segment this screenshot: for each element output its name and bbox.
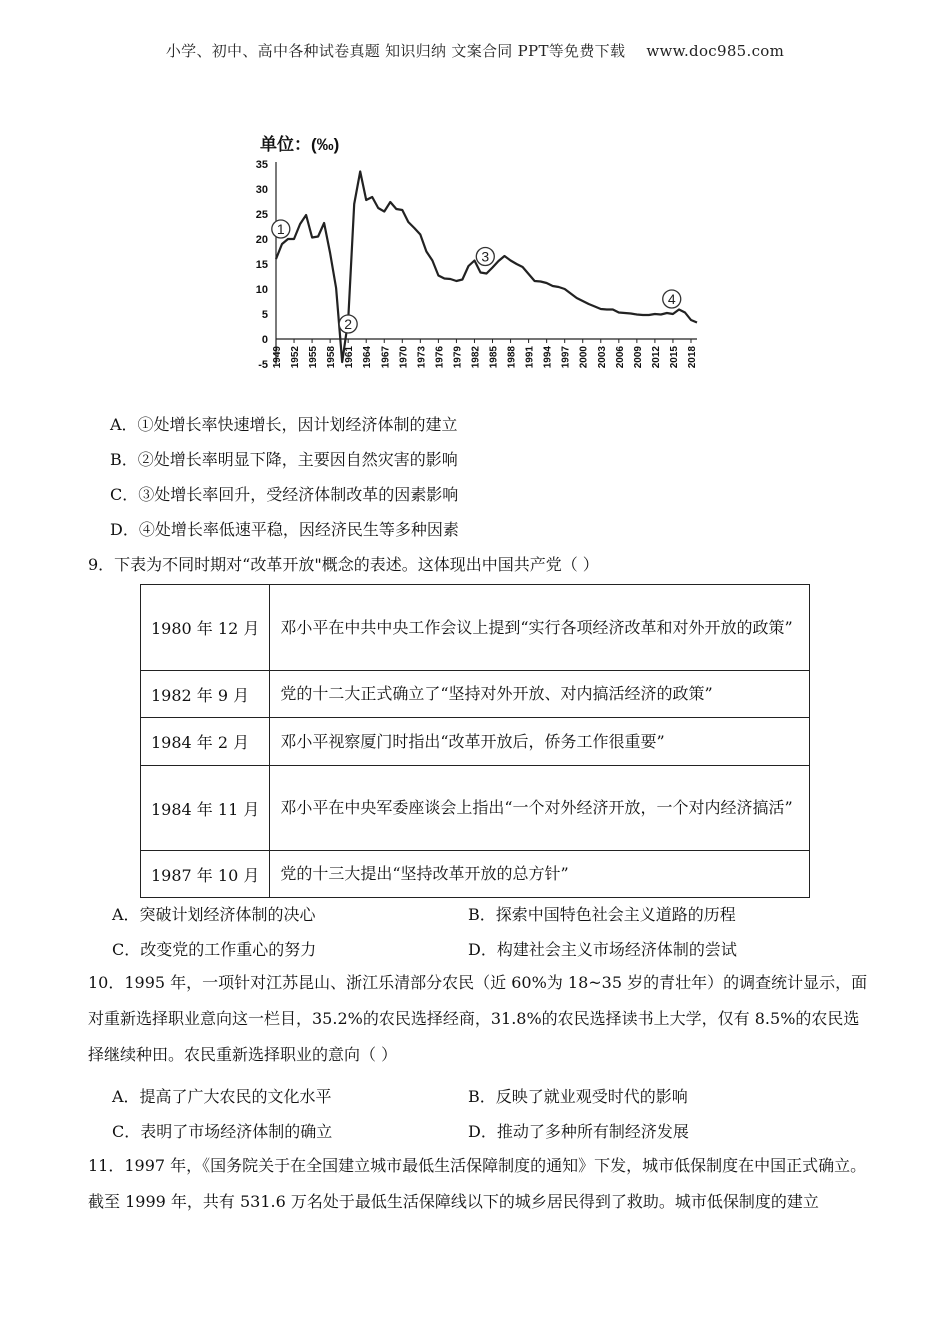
x-tick-label: 1961 xyxy=(344,346,356,369)
marker-1 xyxy=(272,220,290,238)
table-row xyxy=(141,766,810,851)
x-tick-label: 2000 xyxy=(578,346,590,369)
page-header xyxy=(0,40,950,61)
x-tick-label: 1964 xyxy=(362,346,374,369)
q8-option-b[interactable]: B．②处增长率明显下降，主要因自然灾害的影响 xyxy=(110,450,458,469)
header-text: 小学、初中、高中各种试卷真题 知识归纳 文案合同 PPT等免费下载 xyxy=(165,42,626,60)
x-tick-label: 2006 xyxy=(614,346,626,369)
marker-2 xyxy=(339,315,357,333)
q9-option-a[interactable]: A．突破计划经济体制的决心 xyxy=(112,905,316,924)
table-row xyxy=(141,851,810,898)
x-tick-label: 1976 xyxy=(434,346,446,369)
x-tick-label: 2012 xyxy=(650,346,662,369)
row-text: 邓小平视察厦门时指出“改革开放后，侨务工作很重要” xyxy=(270,718,810,766)
x-tick-label: 2018 xyxy=(686,346,698,369)
q8-option-a[interactable]: A．①处增长率快速增长，因计划经济体制的建立 xyxy=(110,415,458,434)
x-tick-label: 1985 xyxy=(488,346,500,369)
row-text: 党的十二大正式确立了“坚持对外开放、对内搞活经济的政策” xyxy=(270,671,810,718)
table-row xyxy=(141,671,810,718)
marker-label: 4 xyxy=(667,291,676,307)
y-tick-label: -5 xyxy=(258,359,268,371)
row-date: 1984 年 2 月 xyxy=(141,718,270,766)
series-line xyxy=(276,172,697,363)
marker-label: 3 xyxy=(481,248,490,265)
y-tick-label: 5 xyxy=(261,309,268,321)
q8-option-d[interactable]: D．④处增长率低速平稳，因经济民生等多种因素 xyxy=(110,520,459,539)
q9-option-b[interactable]: B．探索中国特色社会主义道路的历程 xyxy=(468,905,736,924)
row-date: 1987 年 10 月 xyxy=(141,851,270,898)
x-tick-label: 1952 xyxy=(290,346,302,369)
x-tick-label: 1991 xyxy=(524,346,536,369)
marker-4 xyxy=(663,290,681,308)
marker-label: 2 xyxy=(344,316,353,332)
row-date: 1980 年 12 月 xyxy=(141,585,270,671)
x-tick-label: 1994 xyxy=(542,346,554,369)
row-text: 邓小平在中共中央工作会议上提到“实行各项经济改革和对外开放的政策” xyxy=(270,585,810,671)
x-tick-label: 1997 xyxy=(560,346,572,369)
x-tick-label: 1967 xyxy=(380,346,392,369)
x-tick-label: 2003 xyxy=(596,346,608,369)
y-tick-label: 15 xyxy=(255,259,268,271)
header-url[interactable]: www.doc985.com xyxy=(646,42,785,60)
q9-option-c[interactable]: C．改变党的工作重心的努力 xyxy=(112,940,317,959)
q10-option-a[interactable]: A．提高了广大农民的文化水平 xyxy=(112,1087,332,1106)
x-tick-label: 1979 xyxy=(452,346,464,369)
table-row xyxy=(141,585,810,671)
x-tick-label: 1955 xyxy=(308,346,320,369)
chart-title: 单位：(‰) xyxy=(260,135,340,154)
q11-stem: 11．1997 年，《国务院关于在全国建立城市最低生活保障制度的通知》下发，城市低保制度在中国正式确立。截至 1999 年，共有 531.6 万名处于最低生活保障线以下的城乡居民得到了救助。城市低保制度的建立 xyxy=(88,1156,867,1211)
x-tick-label: 1958 xyxy=(326,346,338,369)
reform-events-table xyxy=(140,584,810,898)
y-tick-label: 25 xyxy=(255,209,268,221)
y-tick-label: 20 xyxy=(255,234,268,246)
row-text: 邓小平在中央军委座谈会上指出“一个对外经济开放，一个对内经济搞活” xyxy=(270,766,810,851)
y-tick-label: 10 xyxy=(255,284,268,296)
q10-stem: 10．1995 年，一项针对江苏昆山、浙江乐清部分农民（近 60%为 18~35 岁的青壮年）的调查统计显示，面对重新选择职业意向这一栏目，35.2%的农民选择经商，31.8%的农民选择读书上大学，仅有 8.5%的农民选择继续种田。农民重新选择职业的意向（ ） xyxy=(88,973,868,1064)
table-row xyxy=(141,718,810,766)
x-tick-label: 2009 xyxy=(632,346,644,369)
q10-option-b[interactable]: B．反映了就业观受时代的影响 xyxy=(468,1087,688,1106)
population-growth-chart xyxy=(240,128,710,378)
x-tick-label: 1982 xyxy=(470,346,482,369)
row-date: 1982 年 9 月 xyxy=(141,671,270,718)
x-tick-label: 1970 xyxy=(398,346,410,369)
y-tick-label: 30 xyxy=(255,184,268,196)
q9-option-d[interactable]: D．构建社会主义市场经济体制的尝试 xyxy=(468,940,737,959)
x-tick-label: 1988 xyxy=(506,346,518,369)
x-tick-label: 1973 xyxy=(416,346,428,369)
marker-3 xyxy=(476,248,494,266)
row-text: 党的十三大提出“坚持改革开放的总方针” xyxy=(270,851,810,898)
x-tick-label: 1949 xyxy=(272,346,283,369)
marker-label: 1 xyxy=(276,221,285,237)
row-date: 1984 年 11 月 xyxy=(141,766,270,851)
y-tick-label: 35 xyxy=(255,159,268,171)
q8-option-c[interactable]: C．③处增长率回升，受经济体制改革的因素影响 xyxy=(110,485,459,504)
q9-stem: 9．下表为不同时期对“改革开放"概念的表述。这体现出中国共产党（ ） xyxy=(88,555,599,574)
y-tick-label: 0 xyxy=(261,334,268,346)
q10-option-d[interactable]: D．推动了多种所有制经济发展 xyxy=(468,1122,689,1141)
x-tick-label: 2015 xyxy=(668,346,680,369)
q10-option-c[interactable]: C．表明了市场经济体制的确立 xyxy=(112,1122,333,1141)
